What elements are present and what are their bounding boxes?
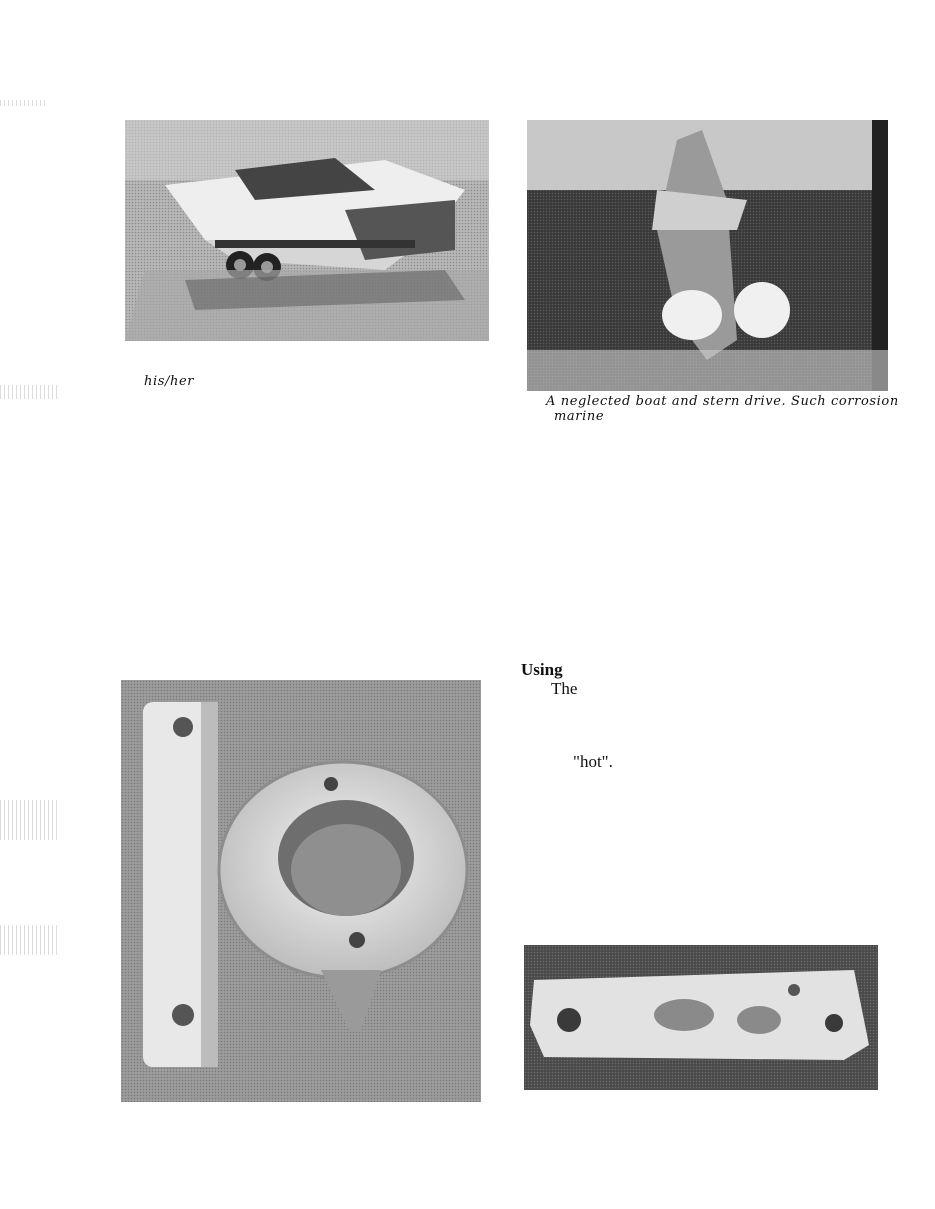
boat-on-trailer-photo xyxy=(125,120,489,341)
scan-artifact xyxy=(0,385,60,399)
section-line-2: "hot". xyxy=(573,752,613,771)
scan-artifact xyxy=(0,925,60,955)
scan-artifact xyxy=(0,100,45,106)
scan-artifact xyxy=(0,800,60,840)
boat-photo-caption: his/her xyxy=(144,374,195,389)
section-heading: Using xyxy=(521,660,563,679)
worn-anode-photo xyxy=(524,945,878,1090)
section-line-1: The xyxy=(551,679,578,698)
new-anodes-photo xyxy=(121,680,481,1102)
drive-photo-caption-line-2: marine xyxy=(554,409,605,424)
corroded-stern-drive-photo xyxy=(527,120,888,391)
drive-photo-caption-line-1: A neglected boat and stern drive. Such corrosion xyxy=(546,394,899,409)
